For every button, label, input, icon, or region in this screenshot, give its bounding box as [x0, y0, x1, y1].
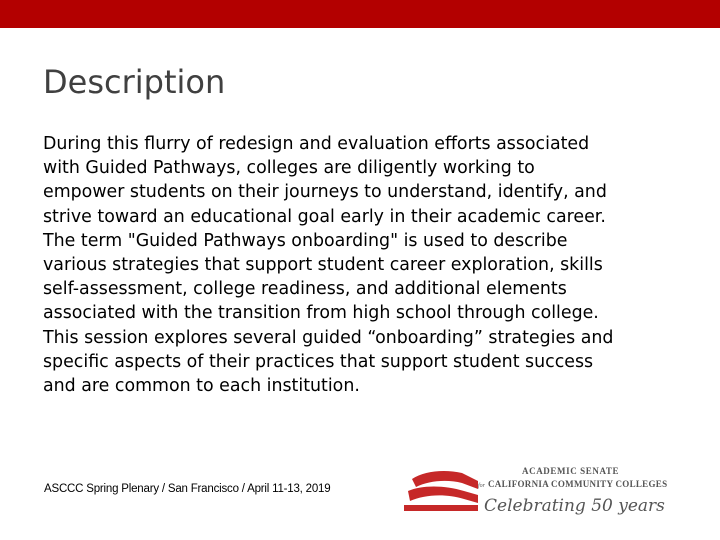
- logo-swoosh-mark: [404, 471, 478, 511]
- slide-title: Description: [43, 63, 226, 101]
- top-accent-bar: [0, 0, 720, 28]
- academic-senate-logo: [404, 459, 684, 523]
- logo-line1: ACADEMIC SENATE: [522, 466, 620, 476]
- description-paragraph: During this flurry of redesign and evaluation efforts associated with Guided Pathways, colleges are diligently working to empower students on their journeys to understand, identify, and strive toward an educational goal early in their academic career. The term "Guided Pathways onboarding" is used to describe various strategies that support student career exploration, skills self-assessment, college readiness, and additional elements associated with the transition from high school through college. This session explores several guided “onboarding” strategies and specific aspects of their practices that support student success and are common to each institution.: [43, 134, 614, 397]
- logo-tagline: Celebrating 50 years: [484, 496, 665, 516]
- logo-line2: CALIFORNIA COMMUNITY COLLEGES: [488, 479, 668, 489]
- logo-line2-prefix: for: [478, 483, 486, 489]
- footer-event-info: ASCCC Spring Plenary / San Francisco / April 11-13, 2019: [44, 483, 331, 495]
